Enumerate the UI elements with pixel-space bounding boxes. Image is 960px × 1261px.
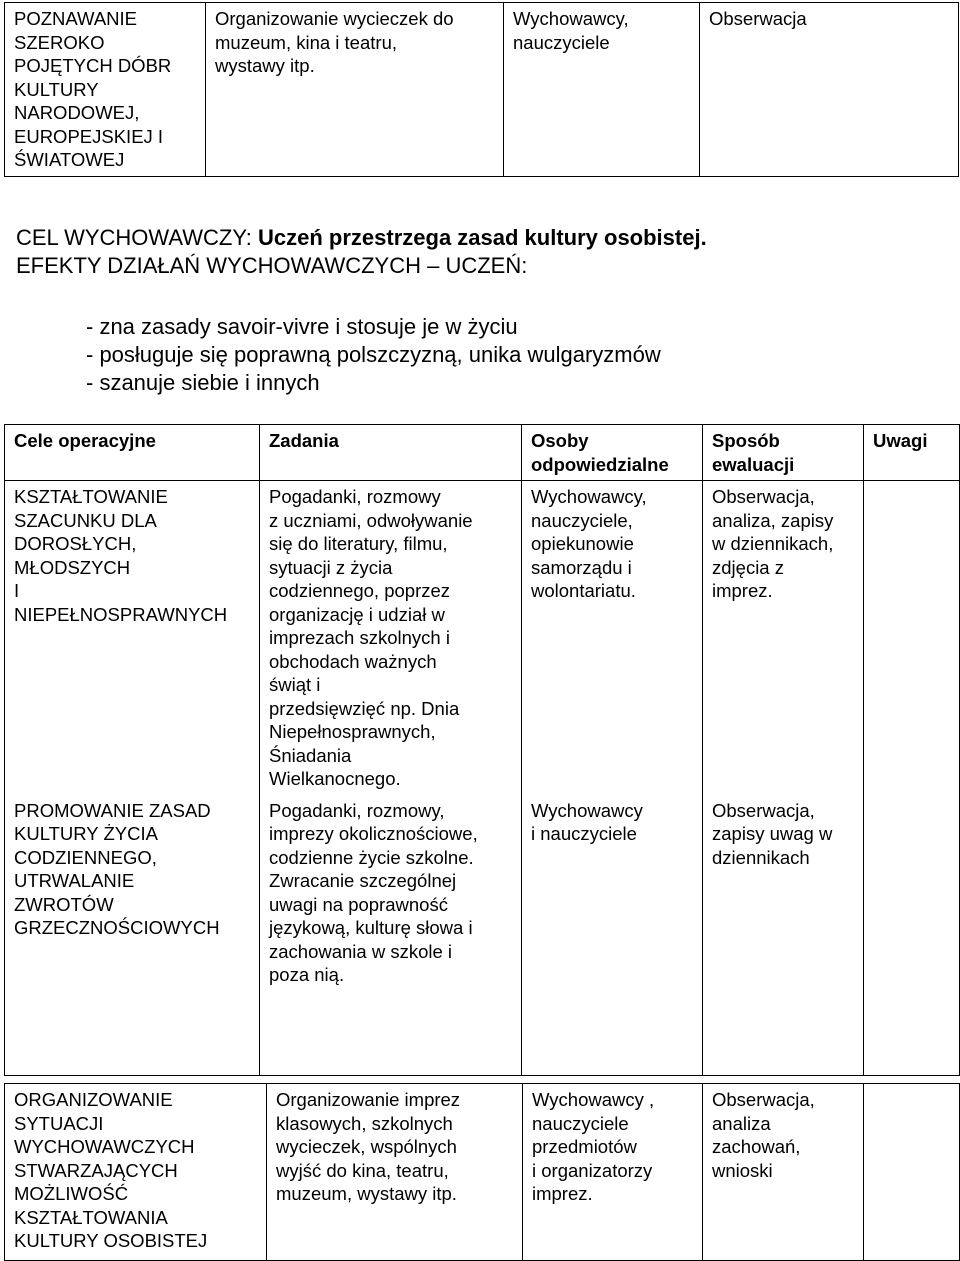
table-cell: Obserwacja, analiza, zapisy w dziennikach, zdjęcia z imprez. — [703, 481, 864, 795]
effects-list — [86, 313, 661, 397]
table-cell: Pogadanki, rozmowy, imprezy okolicznościowe, codzienne życie szkolne. Zwracanie szczególnej uwagi na poprawność językową, kulturę słowa i zachowania w szkole i poza nią. — [260, 795, 522, 1076]
column-header: Sposób ewaluacji — [703, 425, 864, 481]
table-cell: KSZTAŁTOWANIE SZACUNKU DLA DOROSŁYCH, MŁODSZYCH I NIEPEŁNOSPRAWNYCH — [5, 481, 260, 795]
top-table — [4, 2, 959, 177]
main-table — [4, 424, 960, 1076]
table-cell: Wychowawcy, nauczyciele, opiekunowie samorządu i wolontariatu. — [522, 481, 703, 795]
table-cell: Organizowanie imprez klasowych, szkolnych wycieczek, wspólnych wyjść do kina, teatru, muzeum, wystawy itp. — [267, 1084, 523, 1261]
table-row — [5, 1084, 960, 1261]
column-header: Cele operacyjne — [5, 425, 260, 481]
table-cell: Organizowanie wycieczek do muzeum, kina i teatru, wystawy itp. — [206, 3, 504, 177]
table-cell: Wychowawcy i nauczyciele — [522, 795, 703, 1076]
list-item: - zna zasady savoir-vivre i stosuje je w życiu — [86, 314, 518, 339]
table-cell: Obserwacja, analiza zachowań, wnioski — [703, 1084, 864, 1261]
table-row — [5, 481, 960, 795]
table-cell: POZNAWANIE SZEROKO POJĘTYCH DÓBR KULTURY NARODOWEJ, EUROPEJSKIEJ I ŚWIATOWEJ — [5, 3, 206, 177]
column-header: Zadania — [260, 425, 522, 481]
table-cell: Wychowawcy , nauczyciele przedmiotów i organizatorzy imprez. — [523, 1084, 703, 1261]
table-row — [5, 795, 960, 1076]
column-header: Osoby odpowiedzialne — [522, 425, 703, 481]
column-header: Uwagi — [864, 425, 960, 481]
goal-prefix: CEL WYCHOWAWCZY: — [16, 225, 258, 250]
table-cell: Wychowawcy, nauczyciele — [504, 3, 700, 177]
table-cell: Obserwacja, zapisy uwag w dziennikach — [703, 795, 864, 1076]
table-row — [5, 3, 959, 177]
table-cell — [864, 795, 960, 1076]
effects-heading: EFEKTY DZIAŁAŃ WYCHOWAWCZYCH – UCZEŃ: — [16, 253, 528, 278]
table-cell — [864, 481, 960, 795]
table-cell: Pogadanki, rozmowy z uczniami, odwoływanie się do literatury, filmu, sytuacji z życia codziennego, poprzez organizację i udział w imprezach szkolnych i obchodach ważnych świąt i przedsięwzięć np. Dnia Niepełnosprawnych, Śniadania Wielkanocnego. — [260, 481, 522, 795]
list-item: - posługuje się poprawną polszczyzną, unika wulgaryzmów — [86, 342, 661, 367]
table-cell: ORGANIZOWANIE SYTUACJI WYCHOWAWCZYCH STWARZAJĄCYCH MOŻLIWOŚĆ KSZTAŁTOWANIA KULTURY OSOBISTEJ — [5, 1084, 267, 1261]
list-item: - szanuje siebie i innych — [86, 370, 320, 395]
educational-goal — [16, 224, 707, 251]
table-cell: Obserwacja — [700, 3, 959, 177]
goal-text: Uczeń przestrzega zasad kultury osobistej. — [258, 225, 707, 250]
table-cell: PROMOWANIE ZASAD KULTURY ŻYCIA CODZIENNEGO, UTRWALANIE ZWROTÓW GRZECZNOŚCIOWYCH — [5, 795, 260, 1076]
bottom-table — [4, 1083, 960, 1261]
table-cell — [864, 1084, 960, 1261]
table-header-row — [5, 425, 960, 481]
